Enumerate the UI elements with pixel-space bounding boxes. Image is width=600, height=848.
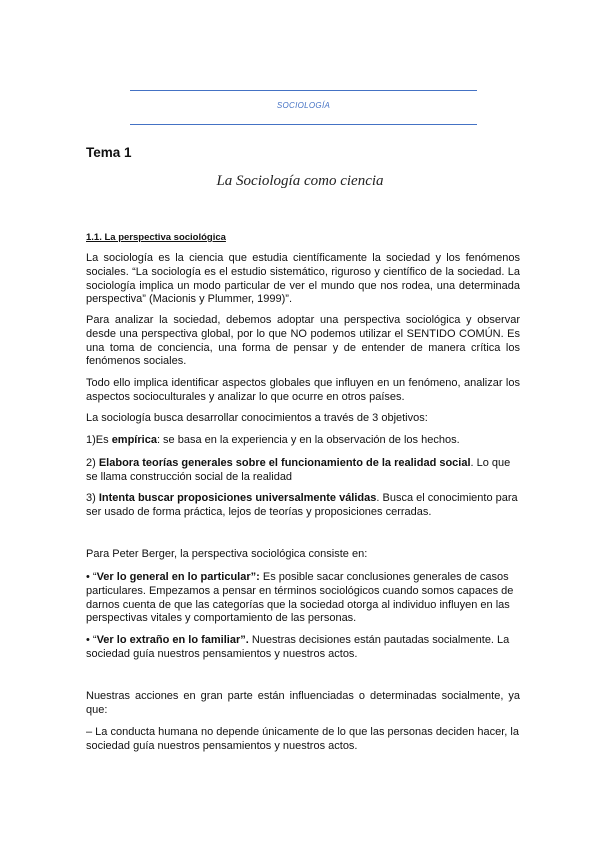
objective-3-prefix: 3) — [86, 492, 99, 504]
header-rule-top — [130, 90, 477, 91]
paragraph-definition: La sociología es la ciencia que estudia científicamente la sociedad y los fenómenos sociales. “La sociología es el estudio sistemático, riguroso y científico de la sociedad. La sociología implica un modo particular de ver el mundo que nos rodea, una determinada perspectiva” (Macionis y Plummer, 1999)”. — [86, 252, 520, 306]
bullet-2-bold: Ver lo extraño en lo familiar”. — [96, 634, 249, 646]
objective-1-rest: : se basa en la experiencia y en la observación de los hechos. — [156, 434, 460, 446]
objective-2 — [86, 457, 520, 485]
objective-3 — [86, 492, 520, 520]
section-heading: 1.1. La perspectiva sociológica — [86, 232, 226, 243]
bullet-1-rest: Es posible sacar conclusiones generales de casos particulares. Empezamos a pensar en términos sociológicos cuando somos capaces de darnos cuenta de que las categorías que la sociedad otorga al individuo influyen en las perspectivas vitales y comportamiento de las personas. — [86, 571, 514, 625]
paragraph-objectives-intro: La sociología busca desarrollar conocimientos a través de 3 objetivos: — [86, 412, 428, 424]
chapter-label: Tema 1 — [86, 145, 132, 160]
objective-2-prefix: 2) — [86, 457, 99, 469]
objective-1-bold: empírica — [111, 434, 157, 446]
paragraph-analysis: Para analizar la sociedad, debemos adoptar una perspectiva sociológica y observar desde una perspectiva global, por lo que NO podemos utilizar el SENTIDO COMÚN. Es una toma de conciencia, una forma de pensar y de entender de manera crítica los fenómenos sociales. — [86, 314, 520, 368]
bullet-extrano-familiar — [86, 634, 520, 662]
bullet-general-particular — [86, 571, 520, 626]
bullet-2-prefix: • “ — [86, 634, 97, 646]
paragraph-actions: Nuestras acciones en gran parte están influenciadas o determinadas socialmente, ya que: — [86, 690, 520, 716]
objective-2-rest: . Lo que se llama construcción social de la realidad — [86, 457, 511, 483]
paragraph-aspects: Todo ello implica identificar aspectos globales que influyen en un fenómeno, analizar los aspectos socioculturales y analizar lo que ocurre en otros países. — [86, 377, 520, 403]
paragraph-berger-intro: Para Peter Berger, la perspectiva sociológica consiste en: — [86, 548, 368, 560]
objective-2-bold: Elabora teorías generales sobre el funcionamiento de la realidad social — [98, 457, 471, 469]
running-header: SOCIOLOGÍA — [276, 101, 331, 110]
chapter-title: La Sociología como ciencia — [216, 173, 384, 189]
objective-1-prefix: 1)Es — [86, 434, 112, 446]
objective-3-rest: . Busca el conocimiento para ser usado de forma práctica, lejos de teorías y proposiciones cerradas. — [86, 492, 518, 518]
header-rule-bottom — [130, 124, 477, 125]
objective-1 — [86, 434, 520, 448]
objective-3-bold: Intenta buscar proposiciones universalmente válidas — [98, 492, 377, 504]
bullet-1-bold: Ver lo general en lo particular”: — [96, 571, 260, 583]
bullet-1-prefix: • “ — [86, 571, 97, 583]
bullet-2-rest: Nuestras decisiones están pautadas socialmente. La sociedad guía nuestros pensamientos y nuestros actos. — [86, 634, 510, 660]
paragraph-conduct: – La conducta humana no depende únicamente de lo que las personas deciden hacer, la sociedad guía nuestros pensamientos y nuestros actos. — [86, 726, 519, 752]
